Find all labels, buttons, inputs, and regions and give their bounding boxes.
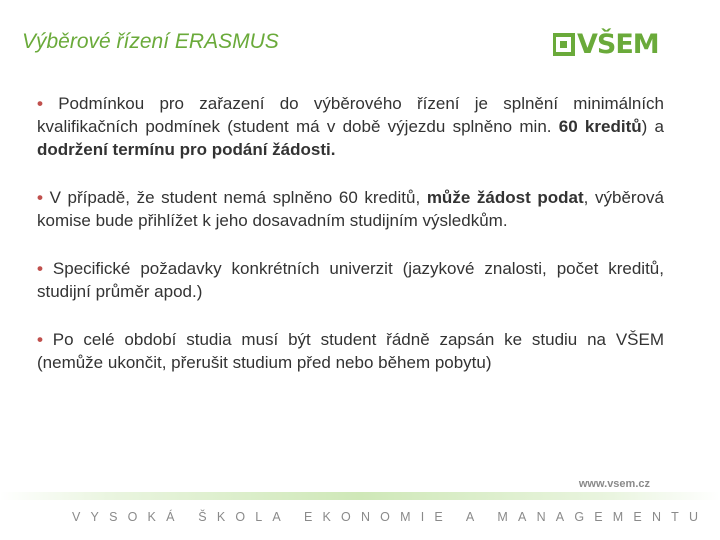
paragraph-text: , výběrová komise bude přihlížet k jeho dosavadním studijním výsledkům. xyxy=(37,188,664,230)
bullet-icon: • xyxy=(37,259,43,278)
footer-divider xyxy=(0,492,720,500)
bold-text: dodržení termínu pro podání žádosti. xyxy=(37,140,336,159)
paragraph-1 xyxy=(37,92,664,161)
paragraph-text: V případě, že student nemá splněno 60 kreditů, xyxy=(42,188,427,207)
website-url: www.vsem.cz xyxy=(578,478,650,490)
paragraph-3 xyxy=(37,257,664,303)
bold-text: může žádost podat xyxy=(426,188,584,207)
logo-text: VŠEM xyxy=(577,29,659,60)
paragraph-2 xyxy=(37,186,664,232)
bullet-icon: • xyxy=(37,188,43,207)
slide-title: Výběrové řízení ERASMUS xyxy=(22,30,279,53)
paragraph-text: Specifické požadavky konkrétních univerzit (jazykové znalosti, počet kreditů, studijní průměr apod.) xyxy=(37,259,664,301)
bold-text: 60 kreditů xyxy=(558,117,642,136)
logo-mark-icon xyxy=(553,33,575,57)
vsem-logo xyxy=(553,30,659,60)
school-name-footer: VYSOKÁ ŠKOLA EKONOMIE A MANAGEMENTU xyxy=(72,510,709,524)
paragraph-text: ) a xyxy=(641,117,665,136)
bullet-icon: • xyxy=(37,330,43,349)
paragraph-text: Po celé období studia musí být student řádně zapsán ke studiu na VŠEM (nemůže ukončit, přerušit studium před nebo během pobytu) xyxy=(37,330,664,372)
content xyxy=(37,92,664,399)
bullet-icon: • xyxy=(37,94,43,113)
paragraph-4 xyxy=(37,328,664,374)
paragraph-text: Podmínkou pro zařazení do výběrového řízení je splnění minimálních kvalifikačních podmínek (student má v době výjezdu splněno min. xyxy=(37,94,664,136)
